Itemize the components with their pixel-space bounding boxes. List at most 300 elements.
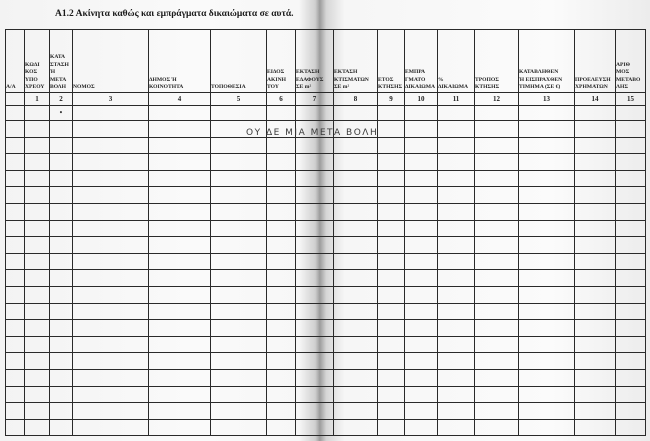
table-cell[interactable] [575,106,616,121]
table-cell[interactable] [616,419,646,436]
table-cell[interactable] [73,187,149,204]
table-cell[interactable] [405,386,438,403]
table-cell[interactable] [438,403,475,420]
table-cell[interactable] [6,303,25,320]
table-cell[interactable] [405,403,438,420]
table-cell[interactable] [405,353,438,370]
table-cell[interactable] [25,369,50,386]
table-cell[interactable] [211,419,267,436]
table-cell[interactable] [519,270,575,287]
table-cell[interactable] [296,170,334,187]
table-cell[interactable] [6,386,25,403]
table-cell[interactable] [575,137,616,154]
table-cell[interactable] [6,237,25,254]
table-cell[interactable] [575,154,616,171]
table-cell[interactable] [25,303,50,320]
table-cell[interactable] [616,121,646,138]
table-cell[interactable] [73,237,149,254]
table-cell[interactable] [616,220,646,237]
table-cell[interactable] [616,270,646,287]
table-cell[interactable] [6,154,25,171]
table-cell[interactable] [25,187,50,204]
table-cell[interactable] [6,137,25,154]
table-cell[interactable] [378,106,405,121]
table-cell[interactable] [211,237,267,254]
table-cell[interactable] [616,106,646,121]
table-cell[interactable] [296,386,334,403]
table-cell[interactable] [405,303,438,320]
table-cell[interactable] [50,320,73,337]
table-cell[interactable] [378,203,405,220]
table-cell[interactable] [149,353,211,370]
table-cell[interactable] [575,303,616,320]
table-cell[interactable] [211,106,267,121]
table-cell[interactable] [149,170,211,187]
table-cell[interactable] [296,369,334,386]
table-cell[interactable] [519,106,575,121]
table-cell[interactable] [50,253,73,270]
table-cell[interactable] [149,187,211,204]
table-cell[interactable] [296,403,334,420]
table-cell[interactable] [575,353,616,370]
table-cell[interactable] [405,286,438,303]
table-cell[interactable] [25,353,50,370]
table-cell[interactable] [267,106,296,121]
table-cell[interactable] [438,220,475,237]
table-cell[interactable] [73,253,149,270]
table-cell[interactable] [378,137,405,154]
table-cell[interactable] [211,270,267,287]
table-cell[interactable] [519,303,575,320]
table-cell[interactable] [73,203,149,220]
table-cell[interactable] [296,336,334,353]
table-cell[interactable] [211,286,267,303]
table-cell[interactable] [6,220,25,237]
table-cell[interactable] [211,220,267,237]
table-cell[interactable] [378,336,405,353]
table-cell[interactable] [475,369,519,386]
table-cell[interactable] [575,270,616,287]
table-cell[interactable] [73,369,149,386]
table-cell[interactable] [475,353,519,370]
table-cell[interactable] [616,403,646,420]
table-cell[interactable] [50,220,73,237]
table-cell[interactable] [475,137,519,154]
table-cell[interactable] [296,286,334,303]
table-cell[interactable] [267,353,296,370]
table-cell[interactable] [73,286,149,303]
table-cell[interactable] [296,154,334,171]
table-cell[interactable] [50,121,73,138]
table-cell[interactable] [438,121,475,138]
table-cell[interactable] [73,320,149,337]
table-cell[interactable] [25,203,50,220]
table-cell[interactable] [378,170,405,187]
table-cell[interactable] [616,237,646,254]
table-cell[interactable] [149,403,211,420]
table-cell[interactable] [296,353,334,370]
table-cell[interactable] [405,419,438,436]
table-cell[interactable] [149,106,211,121]
table-cell[interactable] [50,303,73,320]
table-cell[interactable] [50,270,73,287]
table-cell[interactable] [6,336,25,353]
table-cell[interactable] [334,237,378,254]
table-cell[interactable] [6,270,25,287]
table-cell[interactable] [296,303,334,320]
table-cell[interactable] [267,419,296,436]
table-cell[interactable] [616,353,646,370]
table-cell[interactable] [6,121,25,138]
table-cell[interactable] [575,203,616,220]
table-cell[interactable] [25,270,50,287]
table-cell[interactable] [334,106,378,121]
table-cell[interactable] [616,154,646,171]
table-cell[interactable] [438,336,475,353]
table-cell[interactable] [6,106,25,121]
table-cell[interactable] [575,187,616,204]
table-cell[interactable] [296,237,334,254]
table-cell[interactable] [438,270,475,287]
table-cell[interactable] [73,336,149,353]
table-cell[interactable] [267,203,296,220]
table-cell[interactable] [334,336,378,353]
table-cell[interactable] [405,203,438,220]
table-cell[interactable] [211,187,267,204]
table-cell[interactable] [475,320,519,337]
table-cell[interactable] [575,369,616,386]
table-cell[interactable] [73,220,149,237]
table-cell[interactable] [211,386,267,403]
table-cell[interactable] [616,303,646,320]
table-cell[interactable] [296,203,334,220]
table-cell[interactable] [519,121,575,138]
table-cell[interactable] [25,220,50,237]
table-cell[interactable] [438,303,475,320]
table-cell[interactable] [405,320,438,337]
table-cell[interactable] [405,154,438,171]
table-cell[interactable] [378,386,405,403]
table-cell[interactable] [211,154,267,171]
table-cell[interactable] [73,154,149,171]
table-cell[interactable] [438,203,475,220]
table-cell[interactable] [50,106,73,121]
table-cell[interactable] [50,286,73,303]
table-cell[interactable] [149,154,211,171]
table-cell[interactable] [296,253,334,270]
table-cell[interactable] [475,154,519,171]
table-cell[interactable] [267,154,296,171]
table-cell[interactable] [334,303,378,320]
table-cell[interactable] [6,369,25,386]
table-cell[interactable] [149,336,211,353]
table-cell[interactable] [334,253,378,270]
table-cell[interactable] [25,253,50,270]
table-cell[interactable] [438,353,475,370]
table-cell[interactable] [378,403,405,420]
table-cell[interactable] [211,203,267,220]
table-cell[interactable] [519,336,575,353]
table-cell[interactable] [519,386,575,403]
table-cell[interactable] [267,369,296,386]
table-cell[interactable] [267,237,296,254]
table-cell[interactable] [475,303,519,320]
table-cell[interactable] [296,106,334,121]
table-cell[interactable] [438,386,475,403]
table-cell[interactable] [334,154,378,171]
table-cell[interactable] [25,386,50,403]
table-cell[interactable] [73,270,149,287]
table-cell[interactable] [438,286,475,303]
table-cell[interactable] [50,137,73,154]
table-cell[interactable] [296,320,334,337]
table-cell[interactable] [149,237,211,254]
table-cell[interactable] [438,419,475,436]
table-cell[interactable] [334,353,378,370]
table-cell[interactable] [6,419,25,436]
table-cell[interactable] [149,369,211,386]
table-cell[interactable] [25,121,50,138]
table-cell[interactable] [267,253,296,270]
table-cell[interactable] [575,320,616,337]
table-cell[interactable] [6,187,25,204]
table-cell[interactable] [519,253,575,270]
table-cell[interactable] [475,286,519,303]
table-cell[interactable] [73,121,149,138]
table-cell[interactable] [296,137,334,154]
table-cell[interactable] [25,137,50,154]
table-cell[interactable] [296,270,334,287]
table-cell[interactable] [334,187,378,204]
table-cell[interactable] [267,187,296,204]
table-cell[interactable] [405,121,438,138]
table-cell[interactable] [519,203,575,220]
table-cell[interactable] [475,336,519,353]
table-cell[interactable] [211,403,267,420]
table-cell[interactable] [334,220,378,237]
table-cell[interactable] [334,286,378,303]
table-cell[interactable] [50,237,73,254]
table-cell[interactable] [519,154,575,171]
table-cell[interactable] [575,336,616,353]
table-cell[interactable] [25,336,50,353]
table-cell[interactable] [267,286,296,303]
table-cell[interactable] [149,270,211,287]
table-cell[interactable] [616,369,646,386]
table-cell[interactable] [575,286,616,303]
table-cell[interactable] [405,253,438,270]
table-cell[interactable] [334,320,378,337]
table-cell[interactable] [149,121,211,138]
table-cell[interactable] [519,137,575,154]
table-cell[interactable] [519,187,575,204]
table-cell[interactable] [73,137,149,154]
table-cell[interactable] [438,170,475,187]
table-cell[interactable] [475,386,519,403]
table-cell[interactable] [50,403,73,420]
table-cell[interactable] [575,403,616,420]
table-cell[interactable] [334,137,378,154]
table-cell[interactable] [616,170,646,187]
table-cell[interactable] [334,369,378,386]
table-cell[interactable] [519,369,575,386]
table-cell[interactable] [405,106,438,121]
table-cell[interactable] [438,106,475,121]
table-cell[interactable] [616,336,646,353]
table-cell[interactable] [519,220,575,237]
table-cell[interactable] [211,170,267,187]
table-cell[interactable] [575,121,616,138]
table-cell[interactable] [267,220,296,237]
table-cell[interactable] [6,253,25,270]
table-cell[interactable] [6,353,25,370]
table-cell[interactable] [378,286,405,303]
table-cell[interactable] [73,170,149,187]
table-cell[interactable] [267,336,296,353]
table-cell[interactable] [73,303,149,320]
table-cell[interactable] [616,253,646,270]
table-cell[interactable] [25,154,50,171]
table-cell[interactable] [211,320,267,337]
table-cell[interactable] [211,353,267,370]
table-cell[interactable] [475,203,519,220]
table-cell[interactable] [267,137,296,154]
table-cell[interactable] [50,419,73,436]
table-cell[interactable] [334,386,378,403]
table-cell[interactable] [267,303,296,320]
table-cell[interactable] [149,286,211,303]
table-cell[interactable] [519,170,575,187]
table-cell[interactable] [438,137,475,154]
table-cell[interactable] [378,220,405,237]
table-cell[interactable] [50,353,73,370]
table-cell[interactable] [50,187,73,204]
table-cell[interactable] [616,203,646,220]
table-cell[interactable] [25,403,50,420]
table-cell[interactable] [616,386,646,403]
table-cell[interactable] [575,419,616,436]
table-cell[interactable] [25,106,50,121]
table-cell[interactable] [50,154,73,171]
table-cell[interactable] [73,419,149,436]
table-cell[interactable] [616,320,646,337]
table-cell[interactable] [616,286,646,303]
table-cell[interactable] [6,320,25,337]
table-cell[interactable] [149,203,211,220]
table-cell[interactable] [378,353,405,370]
table-cell[interactable] [405,270,438,287]
table-cell[interactable] [575,237,616,254]
table-cell[interactable] [378,253,405,270]
table-cell[interactable] [149,253,211,270]
table-cell[interactable] [378,270,405,287]
table-cell[interactable] [334,403,378,420]
table-cell[interactable] [575,170,616,187]
table-cell[interactable] [6,286,25,303]
table-cell[interactable] [211,369,267,386]
table-cell[interactable] [6,203,25,220]
table-cell[interactable] [25,419,50,436]
table-cell[interactable] [73,386,149,403]
table-cell[interactable] [73,403,149,420]
table-cell[interactable] [519,286,575,303]
table-cell[interactable] [334,170,378,187]
table-cell[interactable] [438,237,475,254]
table-cell[interactable] [438,187,475,204]
table-cell[interactable] [296,220,334,237]
table-cell[interactable] [50,386,73,403]
table-cell[interactable] [149,320,211,337]
table-cell[interactable] [50,369,73,386]
table-cell[interactable] [405,170,438,187]
table-cell[interactable] [475,237,519,254]
table-cell[interactable] [575,253,616,270]
table-cell[interactable] [575,220,616,237]
table-cell[interactable] [296,187,334,204]
table-cell[interactable] [50,170,73,187]
table-cell[interactable] [334,270,378,287]
table-cell[interactable] [334,419,378,436]
table-cell[interactable] [438,154,475,171]
table-cell[interactable] [6,403,25,420]
table-cell[interactable] [25,170,50,187]
table-cell[interactable] [334,203,378,220]
table-cell[interactable] [296,419,334,436]
table-cell[interactable] [438,320,475,337]
table-cell[interactable] [519,403,575,420]
table-cell[interactable] [616,187,646,204]
table-cell[interactable] [378,187,405,204]
table-cell[interactable] [405,187,438,204]
table-cell[interactable] [405,220,438,237]
table-cell[interactable] [378,419,405,436]
table-cell[interactable] [378,369,405,386]
table-cell[interactable] [616,137,646,154]
table-cell[interactable] [378,320,405,337]
table-cell[interactable] [475,403,519,420]
table-cell[interactable] [50,336,73,353]
table-cell[interactable] [475,106,519,121]
table-cell[interactable] [149,137,211,154]
table-cell[interactable] [267,403,296,420]
table-cell[interactable] [475,419,519,436]
table-cell[interactable] [438,369,475,386]
table-cell[interactable] [519,320,575,337]
table-cell[interactable] [475,121,519,138]
table-cell[interactable] [405,137,438,154]
table-cell[interactable] [475,170,519,187]
table-cell[interactable] [267,170,296,187]
table-cell[interactable] [575,386,616,403]
table-cell[interactable] [149,419,211,436]
table-cell[interactable] [211,253,267,270]
table-cell[interactable] [475,187,519,204]
table-cell[interactable] [378,154,405,171]
table-cell[interactable] [405,336,438,353]
table-cell[interactable] [50,203,73,220]
table-cell[interactable] [73,353,149,370]
table-cell[interactable] [211,303,267,320]
table-cell[interactable] [378,237,405,254]
table-cell[interactable] [211,336,267,353]
table-cell[interactable] [149,303,211,320]
table-cell[interactable] [25,237,50,254]
table-cell[interactable] [519,237,575,254]
table-cell[interactable] [267,270,296,287]
table-cell[interactable] [378,121,405,138]
table-cell[interactable] [25,320,50,337]
table-cell[interactable] [519,419,575,436]
